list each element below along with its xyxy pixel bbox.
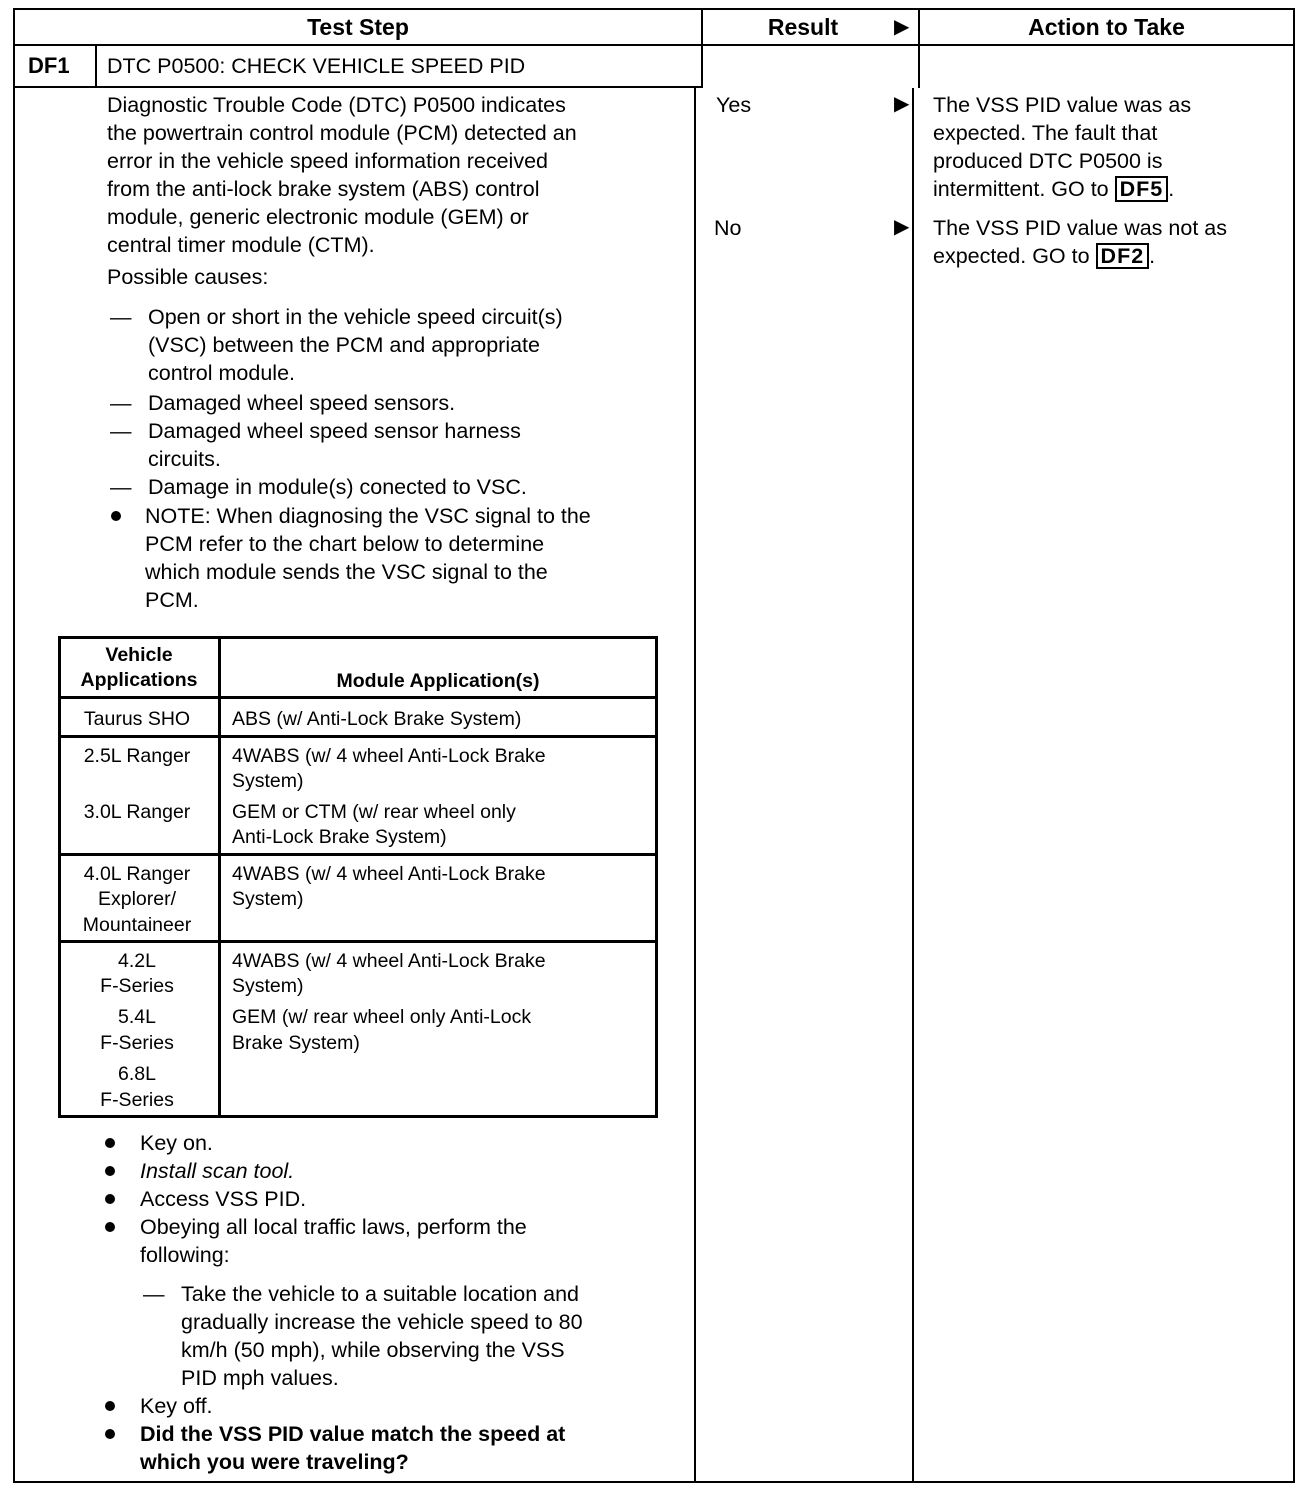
bullet-icon [111,511,121,521]
step-key-on: Key on. [140,1131,213,1155]
bullet-icon [105,1222,115,1232]
module-cell: System) [232,770,304,792]
vehicle-cell: F-Series [100,1032,174,1054]
note-line: PCM refer to the chart below to determine [145,532,545,556]
cause-line: Damaged wheel speed sensors. [148,391,456,415]
module-cell: Brake System) [232,1032,360,1054]
bullet-icon [105,1194,115,1204]
action-yes-line: intermittent. GO to [933,177,1109,201]
step-obey-line: following: [140,1243,230,1267]
step-title-underline [13,86,703,88]
step-obey-line: Obeying all local traffic laws, perform the [140,1215,527,1239]
module-cell: Anti-Lock Brake System) [232,826,447,848]
module-cell: 4WABS (w/ 4 wheel Anti-Lock Brake [232,950,546,972]
vehicle-cell: 6.8L [118,1063,156,1085]
cause-line: Damaged wheel speed sensor harness [148,419,521,443]
result-no-arrow-icon: ▶ [894,216,910,238]
description-line: module, generic electronic module (GEM) or [107,205,529,229]
description-line: Diagnostic Trouble Code (DTC) P0500 indicates [107,93,566,117]
action-no-goto-line [933,242,1155,270]
module-table-row-divider [58,696,658,699]
module-cell: ABS (w/ Anti-Lock Brake System) [232,708,522,730]
cause-line: (VSC) between the PCM and appropriate [148,333,540,357]
bullet-icon [105,1401,115,1411]
vehicle-cell: Mountaineer [82,914,192,936]
cause-dash: — [110,391,132,415]
vehicle-cell: 4.2L [118,950,156,972]
bullet-icon [105,1166,115,1176]
header-underline [13,44,1295,46]
note-line: PCM. [145,588,199,612]
cause-dash: — [110,305,132,329]
vehicle-cell: F-Series [100,975,174,997]
possible-causes-label: Possible causes: [107,265,269,289]
cause-line: control module. [148,361,295,385]
step-key-off: Key off. [140,1394,213,1418]
vehicle-cell: 4.0L Ranger [83,863,191,885]
module-cell: System) [232,888,304,910]
step-question-line: which you were traveling? [140,1450,409,1474]
sub-step-line: PID mph values. [181,1366,339,1390]
module-cell: System) [232,975,304,997]
cause-line: Damage in module(s) conected to VSC. [148,475,527,499]
header-test-step: Test Step [307,14,409,40]
step-id-divider [95,44,97,88]
step-access: Access VSS PID. [140,1187,307,1211]
vehicle-cell: 3.0L Ranger [83,801,191,823]
description-line: error in the vehicle speed information received [107,149,548,173]
sub-dash: — [143,1282,165,1306]
step-question-line: Did the VSS PID value match the speed at [140,1422,566,1446]
divider-step-result-lower [694,88,696,1483]
step-install: Install scan tool. [140,1159,295,1183]
col-header-vehicle: Vehicle [105,644,173,666]
vehicle-cell: 5.4L [118,1006,156,1028]
description-line: from the anti-lock brake system (ABS) control [107,177,540,201]
action-yes-goto-line [933,175,1174,203]
action-yes-line: produced DTC P0500 is [933,149,1163,173]
goto-df5-link[interactable]: DF5 [1115,176,1169,202]
cause-dash: — [110,419,132,443]
step-id: DF1 [28,53,70,78]
sub-step-line: Take the vehicle to a suitable location and [181,1282,580,1306]
result-no: No [714,216,742,240]
module-table-row-divider [58,735,658,738]
module-cell: GEM (w/ rear wheel only Anti-Lock [232,1006,532,1028]
vehicle-cell: 2.5L Ranger [83,745,191,767]
cause-dash: — [110,475,132,499]
sub-step-line: gradually increase the vehicle speed to 80 [181,1310,583,1334]
result-yes: Yes [716,93,752,117]
description-line: central timer module (CTM). [107,233,375,257]
action-yes-line: expected. The fault that [933,121,1158,145]
col-header-vehicle: Applications [80,669,198,691]
step-title: DTC P0500: CHECK VEHICLE SPEED PID [107,54,526,78]
bullet-icon [105,1429,115,1439]
module-cell: 4WABS (w/ 4 wheel Anti-Lock Brake [232,863,546,885]
header-arrow-icon: ▶ [894,16,910,38]
action-yes-line: The VSS PID value was as [933,93,1192,117]
goto-df2-link[interactable]: DF2 [1096,243,1150,269]
cause-line: Open or short in the vehicle speed circuit(s) [148,305,563,329]
col-header-module: Module Application(s) [336,670,540,692]
sub-step-line: km/h (50 mph), while observing the VSS [181,1338,565,1362]
header-result: Result [767,14,839,40]
module-table-col-divider [218,636,221,1118]
action-no-line: The VSS PID value was not as [933,216,1227,240]
result-yes-arrow-icon: ▶ [894,93,910,115]
cause-line: circuits. [148,447,221,471]
vehicle-cell: Explorer/ [97,888,177,910]
module-cell: GEM or CTM (w/ rear wheel only [232,801,516,823]
divider-result-action-lower [912,88,914,1483]
note-line: which module sends the VSC signal to the [145,560,548,584]
module-table-row-divider [58,853,658,856]
description-line: the powertrain control module (PCM) detected an [107,121,577,145]
period: . [1168,177,1175,201]
vehicle-cell: Taurus SHO [83,708,191,730]
module-cell: 4WABS (w/ 4 wheel Anti-Lock Brake [232,745,546,767]
module-table [58,636,658,1118]
vehicle-cell: F-Series [100,1089,174,1111]
action-no-line: expected. GO to [933,244,1090,268]
note-line: NOTE: When diagnosing the VSC signal to the [145,504,591,528]
module-table-row-divider [58,940,658,943]
bullet-icon [105,1138,115,1148]
header-action: Action to Take [1028,14,1185,40]
period: . [1149,244,1156,268]
